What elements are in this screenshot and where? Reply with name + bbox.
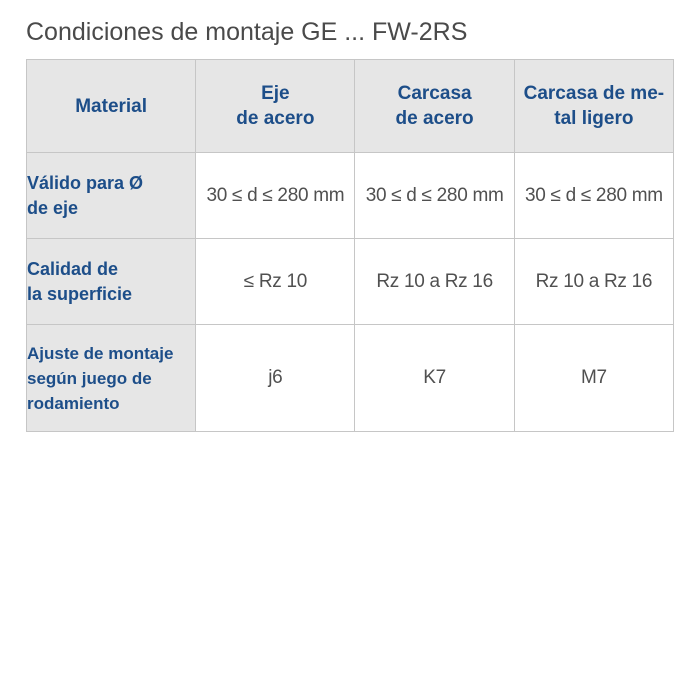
table-row xyxy=(27,239,674,325)
header-light-metal-housing-line2: tal ligero xyxy=(554,108,634,129)
header-light-metal-housing xyxy=(514,60,673,153)
header-steel-housing-line2: de acero xyxy=(395,108,474,129)
row-label-line: según juego de xyxy=(27,368,152,388)
table-cell: ≤ Rz 10 xyxy=(196,239,355,325)
row-label-line: Válido para Ø xyxy=(27,172,144,193)
row-label-mounting-fit xyxy=(27,325,196,432)
table-cell: M7 xyxy=(514,325,673,432)
row-label-line: Ajuste de montaje xyxy=(27,343,174,363)
header-steel-shaft-line2: de acero xyxy=(236,108,315,129)
mounting-conditions-table xyxy=(26,59,674,432)
page-title: Condiciones de montaje GE ... FW-2RS xyxy=(26,18,468,46)
row-label-surface-quality xyxy=(27,239,196,325)
table-header-row xyxy=(27,60,674,153)
row-label-line: rodamiento xyxy=(27,393,120,413)
table-cell: Rz 10 a Rz 16 xyxy=(514,239,673,325)
table-cell: j6 xyxy=(196,325,355,432)
row-label-line: Calidad de xyxy=(27,258,119,279)
header-steel-shaft-line1: Eje xyxy=(261,83,290,104)
header-steel-shaft xyxy=(196,60,355,153)
header-steel-housing-line1: Carcasa xyxy=(397,83,472,104)
row-label-shaft-diameter xyxy=(27,153,196,239)
table-row xyxy=(27,153,674,239)
row-label-line: de eje xyxy=(27,197,79,218)
table-cell: 30 ≤ d ≤ 280 mm xyxy=(355,153,514,239)
header-material xyxy=(27,60,196,153)
header-steel-housing xyxy=(355,60,514,153)
header-light-metal-housing-line1: Carcasa de me- xyxy=(523,83,665,104)
table-cell: Rz 10 a Rz 16 xyxy=(355,239,514,325)
table-row xyxy=(27,325,674,432)
table-cell: K7 xyxy=(355,325,514,432)
table-cell: 30 ≤ d ≤ 280 mm xyxy=(514,153,673,239)
table-cell: 30 ≤ d ≤ 280 mm xyxy=(196,153,355,239)
header-material-text: Material xyxy=(75,95,148,117)
row-label-line: la superficie xyxy=(27,283,133,304)
